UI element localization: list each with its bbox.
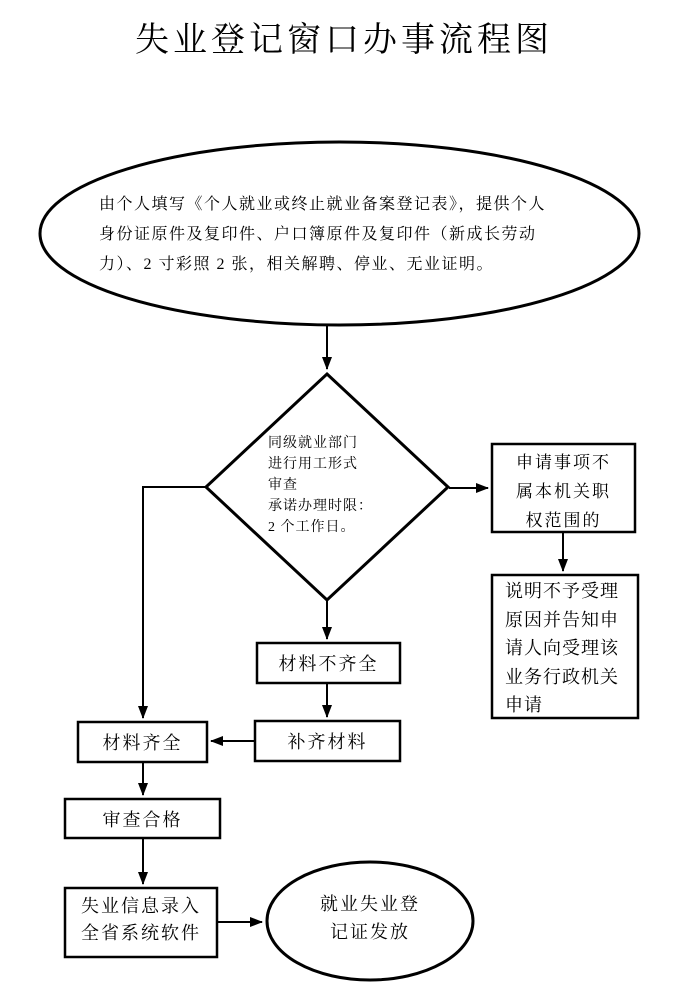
text-line: 身份证原件及复印件、户口簿原件及复印件（新成长劳动 xyxy=(99,226,537,243)
page-title: 失业登记窗口办事流程图 xyxy=(135,22,553,59)
incomplete-box-text: 材料不齐全 xyxy=(278,654,379,674)
text-line: 2 个工作日。 xyxy=(268,520,356,535)
text-line: 失业信息录入 xyxy=(81,896,201,916)
text-line: 承诺办理时限： xyxy=(268,499,373,514)
text-line: 就业失业登 xyxy=(320,894,420,914)
entry-box-text xyxy=(65,893,217,947)
text-line: 权范围的 xyxy=(525,511,602,530)
issue-ellipse-text xyxy=(267,890,473,946)
text-line: 力）、2 寸彩照 2 张，相关解聘、停业、无业证明。 xyxy=(99,256,495,273)
supplement-box-text: 补齐材料 xyxy=(287,732,368,752)
text-line: 原因并告知申 xyxy=(505,609,619,630)
edge-review-to-complete-arrow xyxy=(143,487,206,718)
pass-box-text: 审查合格 xyxy=(102,809,183,830)
text-line: 申请 xyxy=(505,695,543,715)
text-line: 属本机关职 xyxy=(516,482,611,501)
text-line: 说明不予受理 xyxy=(505,581,619,601)
text-line: 由个人填写《个人就业或终止就业备案登记表》，提供个人 xyxy=(99,196,547,213)
text-line: 申请事项不 xyxy=(516,453,611,472)
text-line: 请人向受理该 xyxy=(505,638,619,658)
text-line: 业务行政机关 xyxy=(505,666,619,687)
complete-box-text: 材料齐全 xyxy=(102,733,183,753)
review-diamond-text xyxy=(268,433,398,538)
text-line: 进行用工形式 xyxy=(268,457,358,472)
start-ellipse-text xyxy=(99,190,579,280)
text-line: 审查 xyxy=(268,478,298,493)
text-line: 记证发放 xyxy=(330,922,410,942)
text-line: 同级就业部门 xyxy=(268,436,358,451)
not-jurisdiction-box-text xyxy=(492,448,635,535)
text-line: 全省系统软件 xyxy=(81,923,201,943)
explain-rejection-box-text xyxy=(505,577,640,720)
